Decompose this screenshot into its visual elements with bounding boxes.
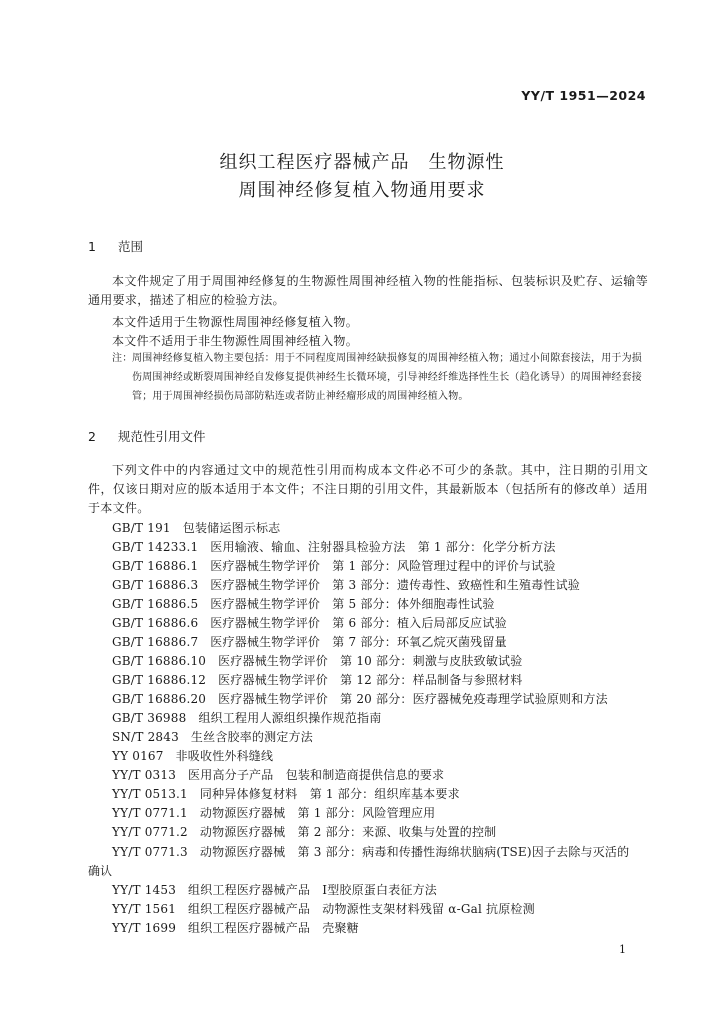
section-1-note	[112, 349, 648, 406]
reference-item	[112, 519, 280, 536]
reference-title: 医疗器械生物学评价 第 6 部分：植入后局部反应试验	[210, 616, 507, 630]
reference-title: 医疗器械生物学评价 第 10 部分：刺激与皮肤致敏试验	[218, 654, 523, 668]
reference-title: 非吸收性外科缝线	[175, 749, 274, 763]
section-1-paragraph-2: 本文件适用于生物源性周围神经修复植入物。	[112, 315, 359, 329]
reference-item	[112, 557, 556, 574]
note-label: 注：	[112, 353, 133, 364]
reference-item	[112, 728, 313, 745]
reference-item	[112, 881, 437, 898]
reference-code: GB/T 36988	[112, 711, 187, 725]
reference-title: 医疗器械生物学评价 第 1 部分：风险管理过程中的评价与试验	[210, 559, 556, 573]
reference-code: GB/T 16886.1	[112, 559, 199, 573]
reference-code: YY/T 0313	[112, 768, 177, 782]
reference-item	[112, 614, 507, 631]
reference-code: GB/T 16886.3	[112, 578, 199, 592]
reference-title: 动物源医疗器械 第 2 部分：来源、收集与处置的控制	[199, 825, 497, 839]
reference-code: GB/T 16886.5	[112, 597, 199, 611]
reference-item	[112, 823, 496, 840]
reference-item	[112, 690, 608, 707]
reference-item	[112, 671, 522, 688]
section-1-heading	[88, 237, 143, 255]
reference-title: 组织工程医疗器械产品 动物源性支架材料残留 α-Gal 抗原检测	[188, 902, 535, 916]
reference-code: YY/T 0771.2	[112, 825, 188, 839]
reference-item	[112, 576, 580, 593]
reference-item	[112, 538, 556, 555]
reference-code: YY/T 1699	[112, 921, 177, 935]
reference-title: 组织工程医疗器械产品 Ⅰ型胶原蛋白表征方法	[188, 883, 437, 897]
reference-code: YY/T 0771.3	[112, 845, 188, 859]
section-number: 2	[88, 429, 96, 444]
reference-item	[112, 766, 444, 783]
reference-title: 组织工程用人源组织操作规范指南	[198, 711, 382, 725]
reference-title: 医用输液、输血、注射器具检验方法 第 1 部分：化学分析方法	[210, 540, 556, 554]
reference-item	[112, 900, 535, 917]
standard-code: YY/T 1951—2024	[521, 88, 646, 103]
section-title: 规范性引用文件	[118, 429, 206, 444]
reference-title: 医疗器械生物学评价 第 7 部分：环氧乙烷灭菌残留量	[210, 635, 507, 649]
reference-item	[112, 919, 359, 936]
reference-item	[112, 785, 460, 802]
reference-item	[112, 843, 629, 860]
section-title: 范围	[118, 239, 144, 254]
section-1-paragraph-1: 本文件规定了用于周围神经修复的生物源性周围神经植入物的性能指标、包装标识及贮存、运输等通用要求，描述了相应的检验方法。	[88, 274, 648, 307]
reference-code: YY/T 0513.1	[112, 787, 188, 801]
reference-continuation: 确认	[88, 864, 113, 878]
reference-item	[112, 595, 495, 612]
reference-code: YY/T 1561	[112, 902, 177, 916]
reference-code: GB/T 16886.7	[112, 635, 199, 649]
reference-item	[112, 633, 507, 650]
section-2-heading	[88, 427, 206, 445]
document-title-line2: 周围神经修复植入物通用要求	[238, 180, 486, 201]
reference-title: 医用高分子产品 包装和制造商提供信息的要求	[188, 768, 445, 782]
note-text: 周围神经修复植入物主要包括：用于不同程度周围神经缺损修复的周围神经植入物；通过小间隙套接法，用于为损伤周围神经或断裂周围神经自发修复提供神经生长微环境，引导神经纤维选择性生长（趋化诱导）的周围神经套接管；用于周围神经损伤局部防粘连或者防止神经瘤形成的周围神经植入物。	[132, 353, 642, 402]
section-1-paragraph-3: 本文件不适用于非生物源性周围神经植入物。	[112, 334, 359, 348]
reference-code: YY/T 0771.1	[112, 806, 188, 820]
reference-title: 医疗器械生物学评价 第 20 部分：医疗器械免疫毒理学试验原则和方法	[218, 692, 608, 706]
page-number: 1	[619, 943, 626, 956]
reference-title: 生丝含胶率的测定方法	[190, 730, 313, 744]
reference-code: GB/T 16886.12	[112, 673, 207, 687]
reference-item	[112, 709, 381, 726]
section-number: 1	[88, 239, 96, 254]
document-title-line1: 组织工程医疗器械产品 生物源性	[219, 152, 505, 173]
reference-title: 组织工程医疗器械产品 壳聚糖	[188, 921, 359, 935]
reference-title: 动物源医疗器械 第 3 部分：病毒和传播性海绵状脑病(TSE)因子去除与灭活的	[199, 845, 630, 859]
reference-title: 医疗器械生物学评价 第 12 部分：样品制备与参照材料	[218, 673, 523, 687]
reference-item	[112, 804, 435, 821]
reference-code: GB/T 16886.10	[112, 654, 207, 668]
reference-item	[112, 747, 273, 764]
reference-code: YY/T 1453	[112, 883, 177, 897]
reference-item	[112, 652, 522, 669]
reference-title: 同种异体修复材料 第 1 部分：组织库基本要求	[199, 787, 460, 801]
reference-title: 动物源医疗器械 第 1 部分：风险管理应用	[199, 806, 436, 820]
reference-code: GB/T 191	[112, 521, 171, 535]
reference-code: SN/T 2843	[112, 730, 179, 744]
reference-code: GB/T 16886.6	[112, 616, 199, 630]
reference-title: 包装储运图示标志	[182, 521, 281, 535]
reference-code: GB/T 16886.20	[112, 692, 207, 706]
reference-title: 医疗器械生物学评价 第 5 部分：体外细胞毒性试验	[210, 597, 495, 611]
reference-code: YY 0167	[112, 749, 164, 763]
section-2-paragraph-1: 下列文件中的内容通过文中的规范性引用而构成本文件必不可少的条款。其中，注日期的引用文件，仅该日期对应的版本适用于本文件；不注日期的引用文件，其最新版本（包括所有的修改单）适用于本文件。	[88, 463, 648, 515]
reference-code: GB/T 14233.1	[112, 540, 199, 554]
reference-title: 医疗器械生物学评价 第 3 部分：遗传毒性、致癌性和生殖毒性试验	[210, 578, 580, 592]
